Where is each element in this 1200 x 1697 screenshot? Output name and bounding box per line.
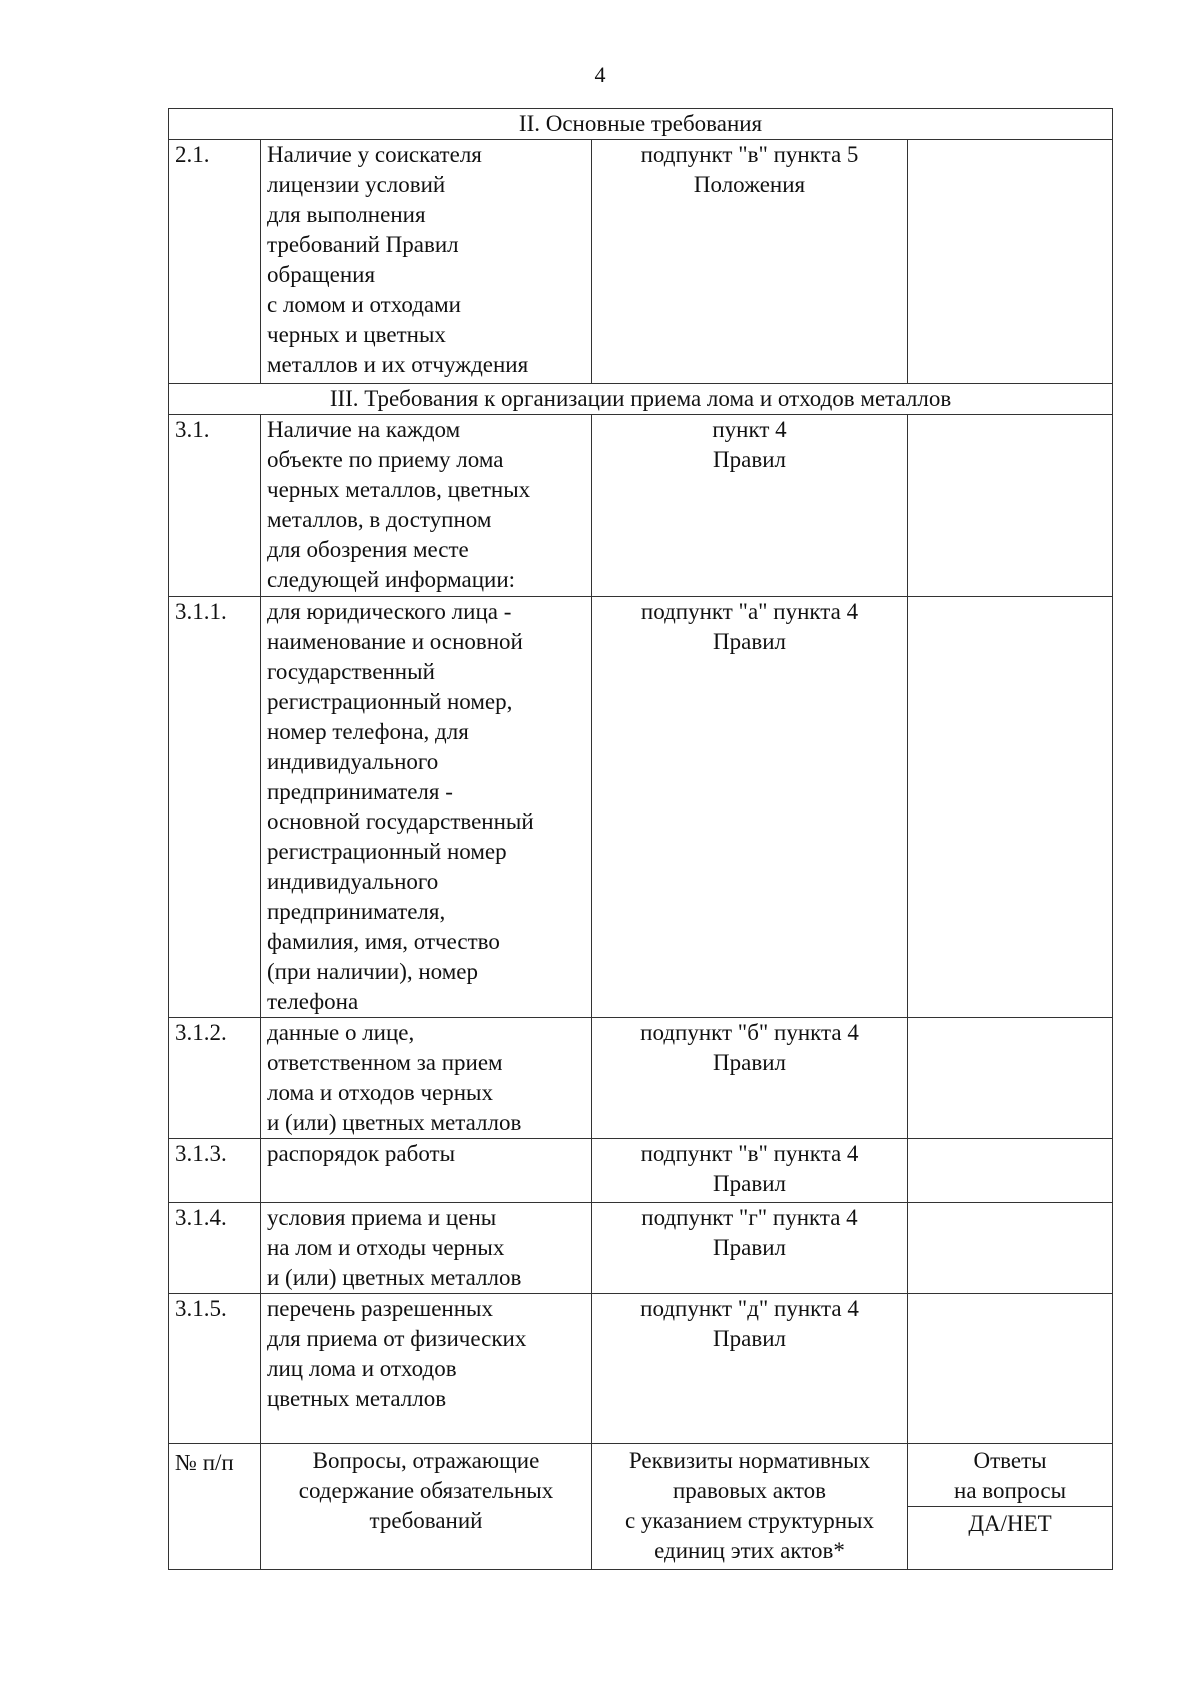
answer-cell[interactable]: [908, 140, 1113, 384]
row-number: 2.1.: [169, 140, 261, 384]
requisite-cell: подпункт "д" пункта 4 Правил: [592, 1294, 908, 1444]
section-title: II. Основные требования: [169, 109, 1113, 140]
row-number: 3.1.5.: [169, 1294, 261, 1444]
answer-cell[interactable]: [908, 597, 1113, 1018]
requisite-cell: подпункт "в" пункта 5 Положения: [592, 140, 908, 384]
row-number: 3.1.3.: [169, 1139, 261, 1203]
section-header-row: [169, 384, 1113, 415]
column-header-answer-title: Ответы на вопросы: [908, 1444, 1112, 1507]
question-cell: условия приема и цены на лом и отходы черных и (или) цветных металлов: [261, 1203, 592, 1294]
column-header-question: Вопросы, отражающие содержание обязательных требований: [261, 1444, 592, 1570]
column-header-row: [169, 1444, 1113, 1570]
column-header-number: № п/п: [169, 1444, 261, 1570]
column-header-answer: [908, 1444, 1113, 1570]
column-header-answer-options: ДА/НЕТ: [968, 1511, 1052, 1536]
section-title: III. Требования к организации приема лома и отходов металлов: [169, 384, 1113, 415]
requisite-cell: пункт 4 Правил: [592, 415, 908, 597]
question-cell: для юридического лица - наименование и основной государственный регистрационный номер, номер телефона, для индивидуального предпринимателя - основной государственный регистрационный номер индивидуального предпринимателя, фамилия, имя, отчество (при наличии), номер телефона: [261, 597, 592, 1018]
row-number: 3.1.1.: [169, 597, 261, 1018]
answer-cell[interactable]: [908, 1139, 1113, 1203]
requisite-cell: подпункт "а" пункта 4 Правил: [592, 597, 908, 1018]
section-header-row: [169, 109, 1113, 140]
row-number: 3.1.2.: [169, 1018, 261, 1139]
row-number: 3.1.4.: [169, 1203, 261, 1294]
requisite-cell: подпункт "г" пункта 4 Правил: [592, 1203, 908, 1294]
column-header-requisite: Реквизиты нормативных правовых актов с указанием структурных единиц этих актов*: [592, 1444, 908, 1570]
question-cell: данные о лице, ответственном за прием лома и отходов черных и (или) цветных металлов: [261, 1018, 592, 1139]
row-number: 3.1.: [169, 415, 261, 597]
requisite-cell: подпункт "в" пункта 4 Правил: [592, 1139, 908, 1203]
table-row: [169, 1203, 1113, 1294]
question-cell: Наличие у соискателя лицензии условий для выполнения требований Правил обращения с ломом и отходами черных и цветных металлов и их отчуждения: [261, 140, 592, 384]
requisite-cell: подпункт "б" пункта 4 Правил: [592, 1018, 908, 1139]
table-row: [169, 1139, 1113, 1203]
requirements-table: [168, 108, 1113, 1570]
table-row: [169, 597, 1113, 1018]
question-cell: распорядок работы: [261, 1139, 592, 1203]
table-row: [169, 140, 1113, 384]
answer-cell[interactable]: [908, 1294, 1113, 1444]
answer-cell[interactable]: [908, 1018, 1113, 1139]
question-cell: Наличие на каждом объекте по приему лома черных металлов, цветных металлов, в доступном для обозрения месте следующей информации:: [261, 415, 592, 597]
table-row: [169, 415, 1113, 597]
table-row: [169, 1018, 1113, 1139]
answer-cell[interactable]: [908, 1203, 1113, 1294]
page-number: 4: [594, 62, 606, 87]
answer-cell[interactable]: [908, 415, 1113, 597]
question-cell: перечень разрешенных для приема от физических лиц лома и отходов цветных металлов: [261, 1294, 592, 1444]
table-row: [169, 1294, 1113, 1444]
